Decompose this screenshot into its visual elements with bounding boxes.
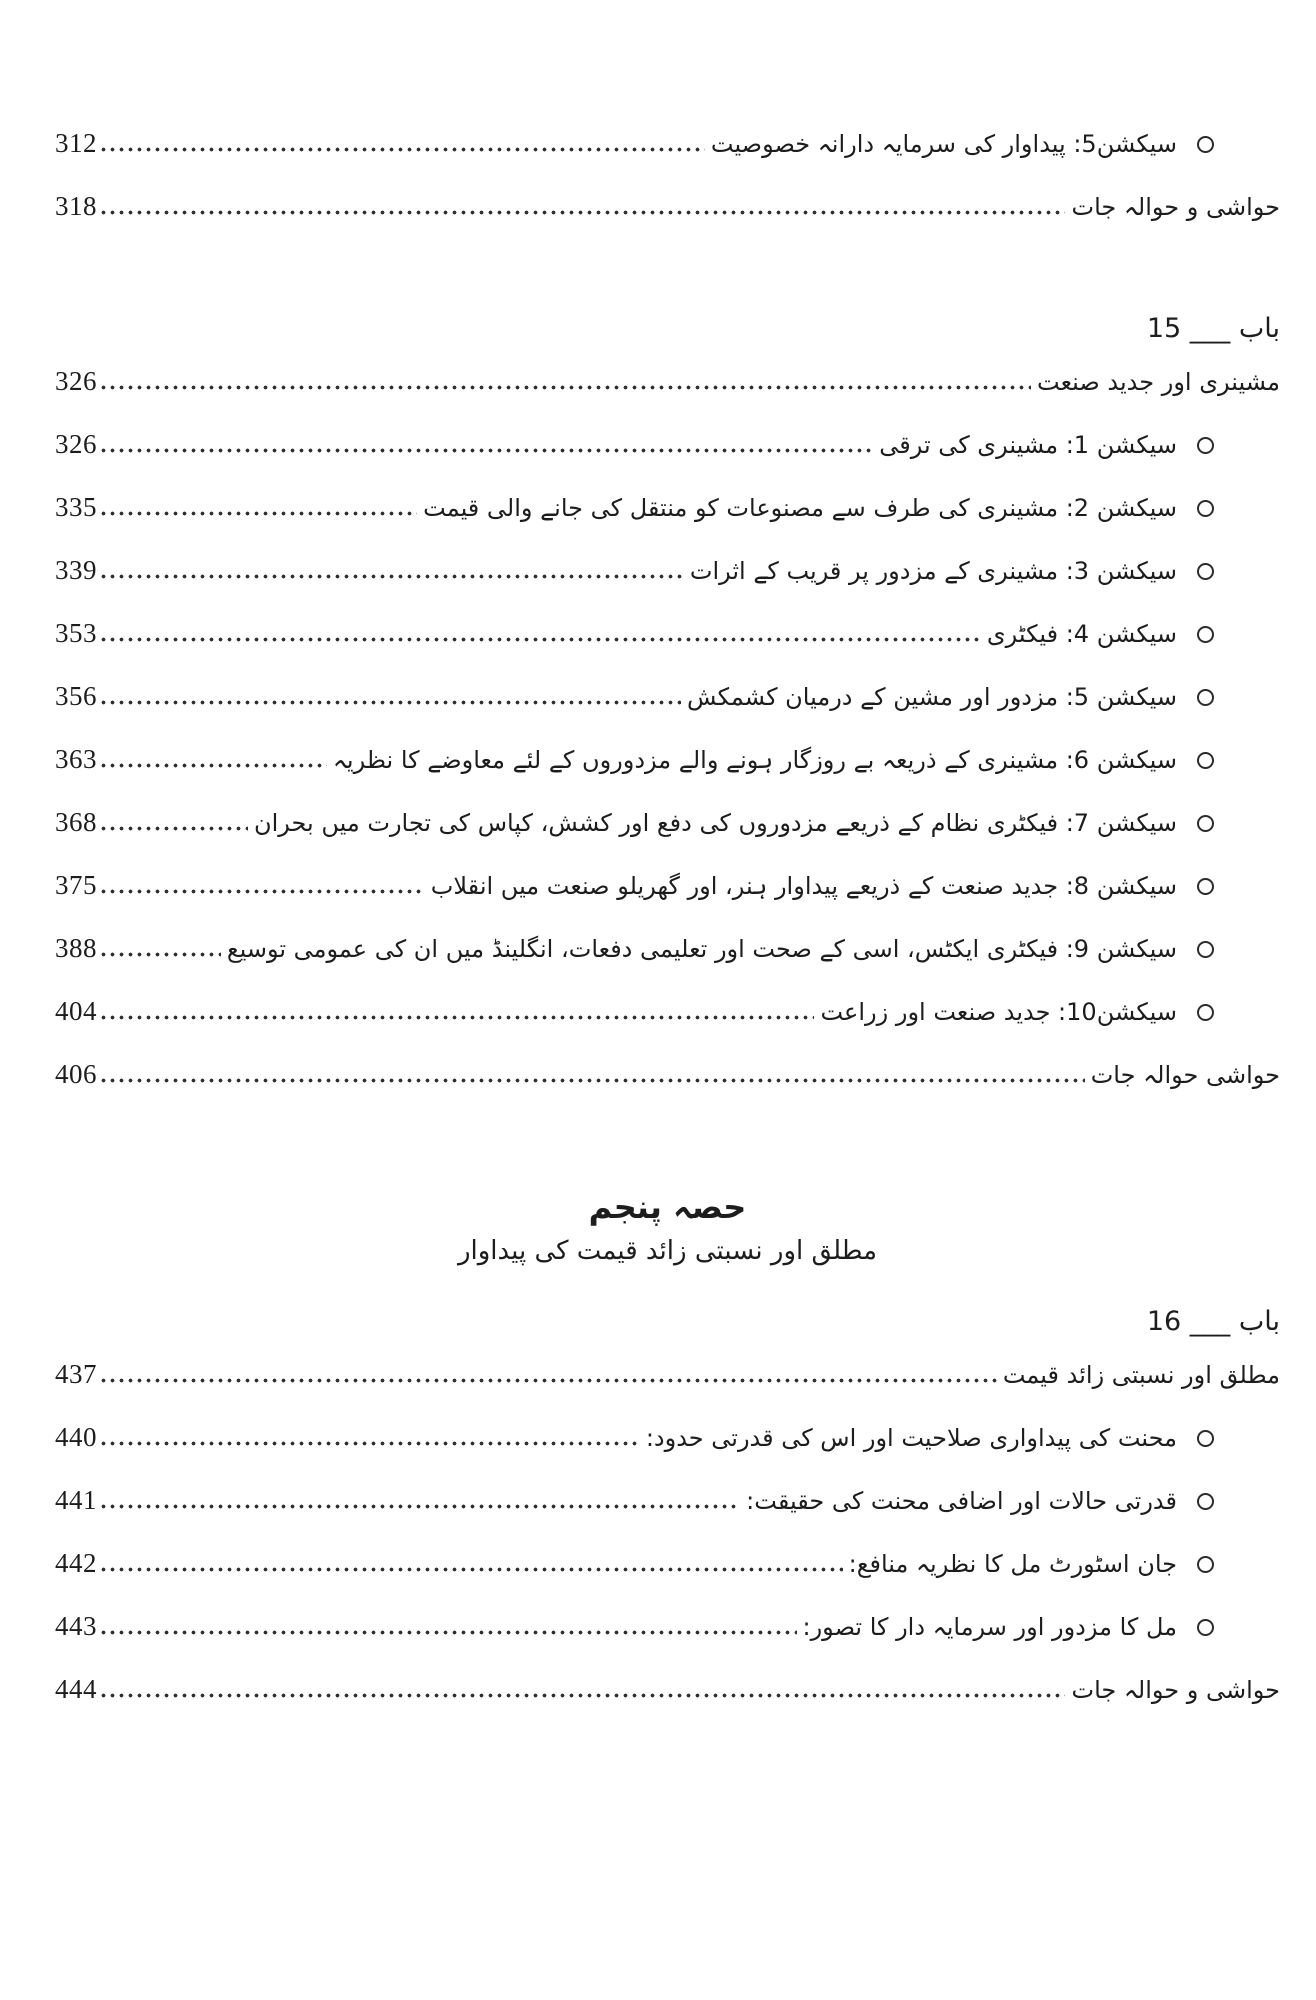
toc-entry-title: سیکشن 3: مشینری کے مزدور پر قریب کے اثرات — [689, 557, 1177, 585]
circle-bullet-icon — [1197, 1493, 1214, 1510]
toc-entry — [55, 616, 1280, 652]
dot-leader — [99, 761, 327, 770]
toc-entry — [55, 126, 1280, 162]
toc-entry — [55, 1057, 1280, 1093]
toc-entry-page-number: 441 — [55, 1485, 97, 1515]
toc-entry — [55, 679, 1280, 715]
circle-bullet-icon — [1197, 437, 1214, 454]
dot-leader — [99, 635, 981, 644]
toc-entry-title: سیکشن 6: مشینری کے ذریعہ بے روزگار ہونے والے مزدوروں کے لئے معاوضے کا نظریہ — [332, 746, 1177, 774]
toc-entry-page-number: 437 — [55, 1359, 97, 1389]
toc-entry-title: سیکشن 8: جدید صنعت کے ذریعے پیداوار ہنر، اور گھریلو صنعت میں انقلاب — [430, 872, 1177, 900]
toc-entry-title: سیکشن 1: مشینری کی ترقی — [879, 431, 1177, 459]
toc-entry — [55, 1609, 1280, 1645]
toc-entry — [55, 1357, 1280, 1393]
toc-entry-title: سیکشن 5: مزدور اور مشین کے درمیان کشمکش — [686, 683, 1177, 711]
toc-entry-title: مل کا مزدور اور سرمایہ دار کا تصور: — [802, 1613, 1177, 1641]
circle-bullet-icon — [1197, 815, 1214, 832]
dot-leader — [99, 208, 1065, 217]
toc-entry-page-number: 326 — [55, 429, 97, 459]
chapter-heading: باب ___ 15 — [1146, 313, 1280, 344]
toc-entry-title: محنت کی پیداواری صلاحیت اور اس کی قدرتی حدود: — [645, 1424, 1177, 1452]
toc-entry — [55, 490, 1280, 526]
toc-entry — [55, 805, 1280, 841]
chapter-heading: باب ___ 16 — [1146, 1306, 1280, 1337]
toc-entry — [55, 1672, 1280, 1708]
dot-leader — [99, 446, 873, 455]
toc-entry-page-number: 356 — [55, 681, 97, 711]
toc-entry-page-number: 375 — [55, 870, 97, 900]
dot-leader — [99, 887, 425, 896]
toc-entry — [55, 1483, 1280, 1519]
dot-leader — [99, 950, 221, 959]
dot-leader — [99, 383, 1031, 392]
dot-leader — [99, 824, 248, 833]
toc-entry — [55, 189, 1280, 225]
toc-entry — [55, 553, 1280, 589]
dot-leader — [99, 509, 417, 518]
toc-entry-title: مطلق اور نسبتی زائد قیمت — [1002, 1361, 1280, 1389]
toc-entry-title: حواشی و حوالہ جات — [1071, 1676, 1280, 1704]
toc-entry-page-number: 442 — [55, 1548, 97, 1578]
dot-leader — [99, 1565, 843, 1574]
toc-entry — [55, 1420, 1280, 1456]
dot-leader — [99, 1013, 814, 1022]
dot-leader — [99, 1502, 740, 1511]
toc-entry-title: سیکشن 4: فیکٹری — [986, 620, 1177, 648]
toc-entry-title: حواشی و حوالہ جات — [1071, 193, 1280, 221]
toc-entry-page-number: 443 — [55, 1611, 97, 1641]
circle-bullet-icon — [1197, 1004, 1214, 1021]
toc-entry-page-number: 368 — [55, 807, 97, 837]
toc-entry-page-number: 444 — [55, 1674, 97, 1704]
circle-bullet-icon — [1197, 941, 1214, 958]
toc-entry-page-number: 312 — [55, 128, 97, 158]
circle-bullet-icon — [1197, 1556, 1214, 1573]
toc-entry-title: سیکشن 9: فیکٹری ایکٹس، اسی کے صحت اور تعلیمی دفعات، انگلینڈ میں ان کی عمومی توسیع — [226, 935, 1177, 963]
toc-entry — [55, 364, 1280, 400]
toc-entry-page-number: 339 — [55, 555, 97, 585]
toc-entry — [55, 931, 1280, 967]
toc-entry — [55, 1546, 1280, 1582]
circle-bullet-icon — [1197, 1619, 1214, 1636]
toc-entry-page-number: 404 — [55, 996, 97, 1026]
toc-entry-title: حواشی حوالہ جات — [1090, 1061, 1280, 1089]
toc-entry-page-number: 406 — [55, 1059, 97, 1089]
toc-entry-title: سیکشن 7: فیکٹری نظام کے ذریعے مزدوروں کی دفع اور کشش، کپاس کی تجارت میں بحران — [254, 809, 1177, 837]
part-subtitle: مطلق اور نسبتی زائد قیمت کی پیداوار — [457, 1236, 878, 1266]
toc-entry — [55, 868, 1280, 904]
dot-leader — [99, 1628, 797, 1637]
toc-entry-title: سیکشن5: پیداوار کی سرمایہ دارانہ خصوصیت — [710, 130, 1177, 158]
toc-entry-page-number: 440 — [55, 1422, 97, 1452]
toc-entry-page-number: 326 — [55, 366, 97, 396]
circle-bullet-icon — [1197, 1430, 1214, 1447]
dot-leader — [99, 1076, 1085, 1085]
toc-entry — [55, 742, 1280, 778]
toc-entry-title: سیکشن10: جدید صنعت اور زراعت — [820, 998, 1177, 1026]
circle-bullet-icon — [1197, 626, 1214, 643]
toc-entry-page-number: 318 — [55, 191, 97, 221]
toc-entry-title: قدرتی حالات اور اضافی محنت کی حقیقت: — [746, 1487, 1177, 1515]
dot-leader — [99, 1691, 1065, 1700]
circle-bullet-icon — [1197, 500, 1214, 517]
circle-bullet-icon — [1197, 689, 1214, 706]
dot-leader — [99, 1439, 640, 1448]
circle-bullet-icon — [1197, 136, 1214, 153]
toc-entry-page-number: 353 — [55, 618, 97, 648]
dot-leader — [99, 1376, 997, 1385]
circle-bullet-icon — [1197, 752, 1214, 769]
toc-entry — [55, 427, 1280, 463]
dot-leader — [99, 698, 681, 707]
toc-entry-page-number: 388 — [55, 933, 97, 963]
toc-entry — [55, 994, 1280, 1030]
toc-entry-title: سیکشن 2: مشینری کی طرف سے مصنوعات کو منتقل کی جانے والی قیمت — [423, 494, 1177, 522]
part-heading: حصہ پنجم — [588, 1188, 747, 1226]
dot-leader — [99, 572, 684, 581]
toc-entry-title: مشینری اور جدید صنعت — [1037, 368, 1280, 396]
toc-entry-page-number: 335 — [55, 492, 97, 522]
circle-bullet-icon — [1197, 878, 1214, 895]
dot-leader — [99, 145, 705, 154]
toc-entry-title: جان اسٹورٹ مل کا نظریہ منافع: — [848, 1550, 1177, 1578]
circle-bullet-icon — [1197, 563, 1214, 580]
toc-entry-page-number: 363 — [55, 744, 97, 774]
